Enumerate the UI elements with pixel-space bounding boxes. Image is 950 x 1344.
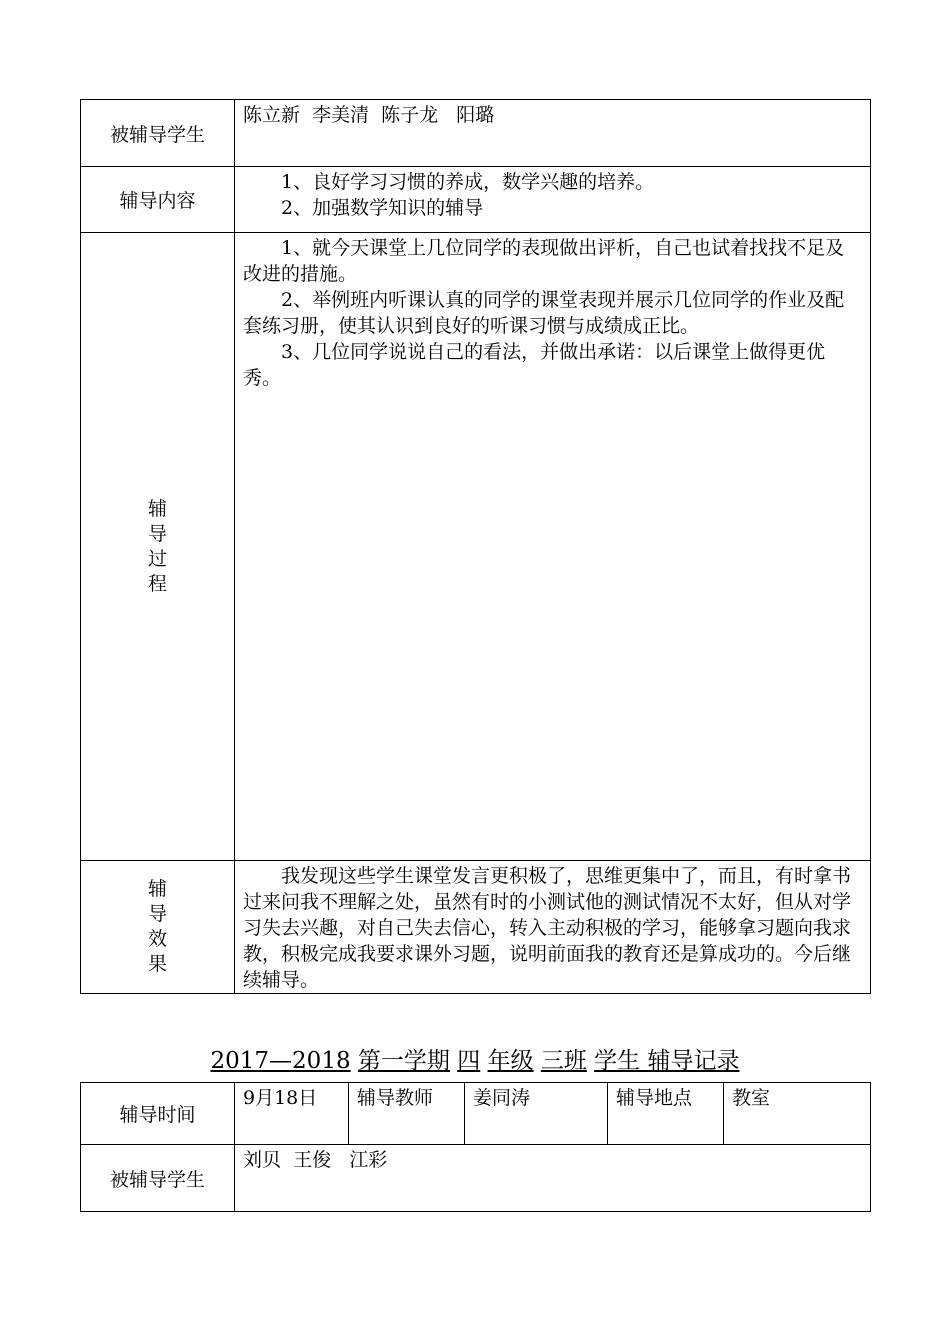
place-value-cell (724, 1083, 871, 1145)
students-value-2: 刘贝 王俊 江彩 (243, 1149, 388, 1171)
record-title (0, 1046, 950, 1076)
process-item: 2、举例班内听课认真的同学的课堂表现并展示几位同学的作业及配套练习册，使其认识到良好的听课习惯与成绩成正比。 (243, 289, 845, 337)
time-label: 辅导时间 (119, 1104, 196, 1126)
time-value-cell (235, 1083, 349, 1145)
effect-label: 辅导效果 (147, 878, 167, 975)
students-label-cell-2 (81, 1145, 235, 1212)
tutoring-record-table-1 (80, 99, 871, 994)
content-value-cell (235, 167, 871, 233)
title-year: 2017—2018 (210, 1048, 351, 1074)
students-label: 被辅导学生 (109, 123, 205, 146)
process-item: 1、就今天课堂上几位同学的表现做出评析，自己也试着找找不足及改进的措施。 (243, 237, 845, 285)
place-value: 教室 (732, 1087, 771, 1109)
process-item: 3、几位同学说说自己的看法，并做出承诺：以后课堂上做得更优秀。 (243, 341, 826, 389)
students-label-cell (81, 100, 235, 167)
students-value-cell (235, 100, 871, 167)
effect-value-cell (235, 861, 871, 994)
content-item: 2、加强数学知识的辅导 (281, 197, 484, 219)
teacher-label: 辅导教师 (357, 1087, 434, 1109)
process-label: 辅导过程 (147, 497, 167, 595)
effect-text: 我发现这些学生课堂发言更积极了，思维更集中了，而且，有时拿书过来问我不理解之处，虽然有时的小测试他的测试情况不太好，但从对学习失去兴趣，对自己失去信心，转入主动积极的学习，能够拿习题向我求教，积极完成我要求课外习题，说明前面我的教育还是算成功的。今后继续辅导。 (243, 865, 852, 991)
place-label: 辅导地点 (616, 1087, 693, 1109)
students-value-cell-2 (235, 1145, 871, 1212)
effect-label-cell (81, 861, 235, 994)
title-term: 第一学期 (357, 1048, 450, 1074)
place-label-cell (608, 1083, 724, 1145)
teacher-value: 姜同涛 (473, 1087, 531, 1109)
students-label-2: 被辅导学生 (109, 1168, 205, 1191)
time-label-cell (81, 1083, 235, 1145)
title-grade-suffix: 年级 (487, 1048, 534, 1074)
title-class: 三班 (540, 1048, 587, 1074)
process-value-cell (235, 233, 871, 861)
content-label-cell (81, 167, 235, 233)
teacher-value-cell (465, 1083, 608, 1145)
students-value: 陈立新 李美清 陈子龙 阳璐 (243, 104, 495, 126)
content-label: 辅导内容 (119, 190, 196, 212)
time-value: 9月18日 (243, 1087, 318, 1109)
title-grade: 四 (457, 1048, 481, 1074)
tutoring-record-table-2 (80, 1082, 871, 1212)
title-tail: 学生 辅导记录 (594, 1048, 740, 1074)
process-label-cell (81, 233, 235, 861)
content-item: 1、良好学习习惯的养成，数学兴趣的培养。 (281, 171, 655, 193)
teacher-label-cell (349, 1083, 465, 1145)
